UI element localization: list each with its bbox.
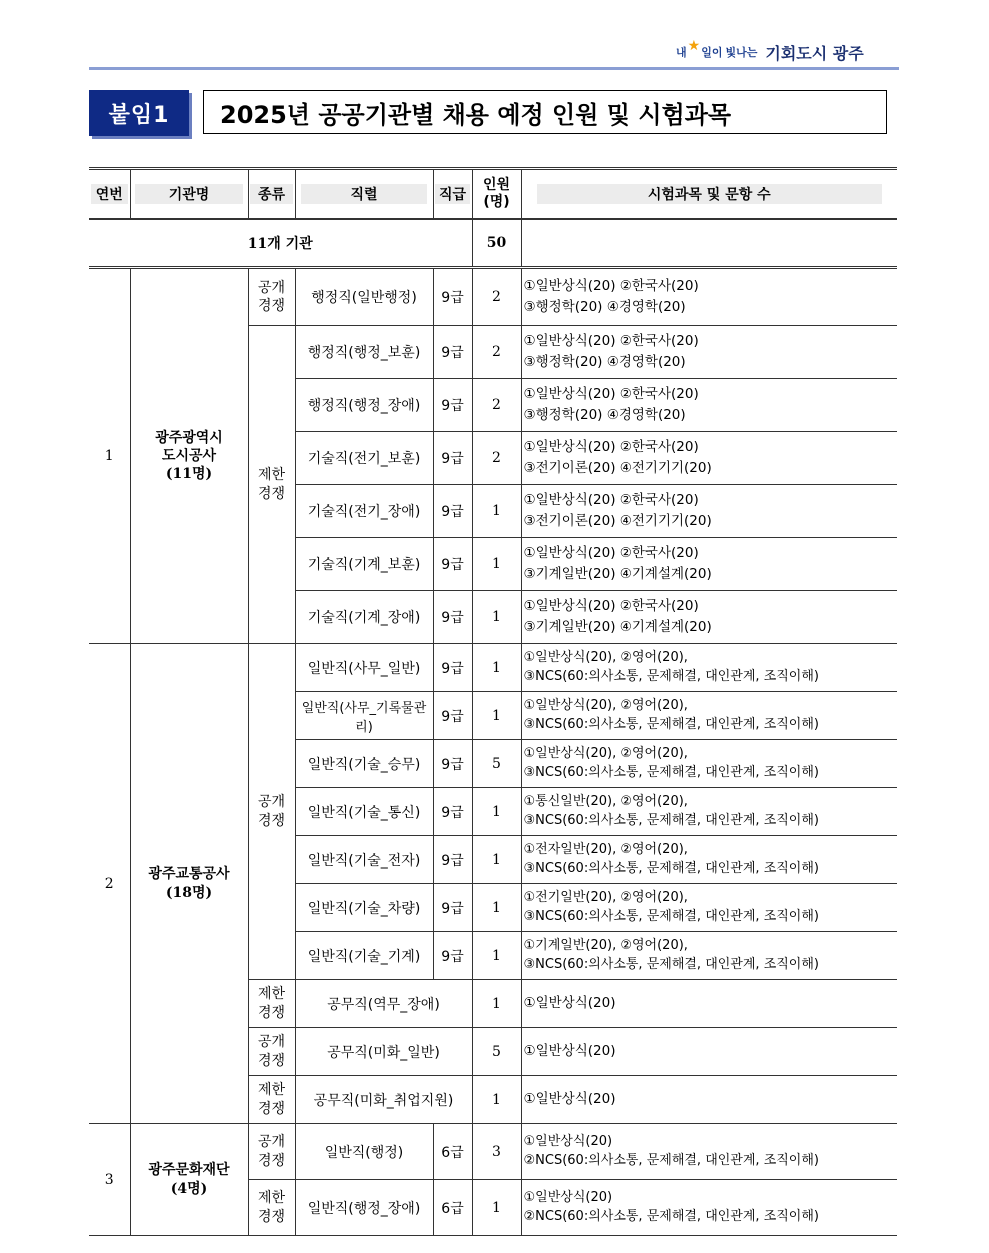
job-title: 기술직(전기_장애) bbox=[295, 485, 433, 538]
job-grade: 9급 bbox=[433, 485, 472, 538]
job-subjects: ①전자일반(20), ②영어(20), ③NCS(60:의사소통, 문제해결, 대인관계, 조직이해) bbox=[521, 836, 897, 884]
table-row bbox=[89, 644, 897, 692]
col-header-grade: 직급 bbox=[433, 169, 472, 220]
job-title: 일반직(기술_승무) bbox=[295, 740, 433, 788]
job-subjects: ①통신일반(20), ②영어(20), ③NCS(60:의사소통, 문제해결, 대인관계, 조직이해) bbox=[521, 788, 897, 836]
job-count: 3 bbox=[472, 1124, 521, 1180]
job-subjects: ①일반상식(20) ②한국사(20) ③전기이론(20) ④전기기기(20) bbox=[521, 432, 897, 485]
col-header-count: 인원 (명) bbox=[472, 169, 521, 220]
job-count: 1 bbox=[472, 932, 521, 980]
job-subjects: ①일반상식(20) ②한국사(20) ③행정학(20) ④경영학(20) bbox=[521, 379, 897, 432]
exam-type: 제한 경쟁 bbox=[248, 326, 295, 644]
job-subjects: ①일반상식(20), ②영어(20), ③NCS(60:의사소통, 문제해결, 대인관계, 조직이해) bbox=[521, 740, 897, 788]
col-header-subjects: 시험과목 및 문항 수 bbox=[521, 169, 897, 220]
job-title: 일반직(행정) bbox=[295, 1124, 433, 1180]
exam-type: 제한 경쟁 bbox=[248, 980, 295, 1028]
job-count: 2 bbox=[472, 326, 521, 379]
job-title: 기술직(기계_장애) bbox=[295, 591, 433, 644]
table-row bbox=[89, 268, 897, 326]
exam-type: 공개 경쟁 bbox=[248, 1028, 295, 1076]
col-header-type: 종류 bbox=[248, 169, 295, 220]
job-subjects: ①기계일반(20), ②영어(20), ③NCS(60:의사소통, 문제해결, 대인관계, 조직이해) bbox=[521, 932, 897, 980]
job-grade: 6급 bbox=[433, 1124, 472, 1180]
exam-type: 제한 경쟁 bbox=[248, 1180, 295, 1236]
job-count: 1 bbox=[472, 591, 521, 644]
job-subjects: ①일반상식(20) ②한국사(20) ③기계일반(20) ④기계설계(20) bbox=[521, 538, 897, 591]
job-grade: 9급 bbox=[433, 932, 472, 980]
job-count: 5 bbox=[472, 740, 521, 788]
job-subjects: ①일반상식(20) bbox=[521, 1028, 897, 1076]
exam-type: 공개 경쟁 bbox=[248, 644, 295, 980]
job-title: 공무직(미화_일반) bbox=[295, 1028, 472, 1076]
job-grade: 9급 bbox=[433, 692, 472, 740]
job-title: 공무직(미화_취업지원) bbox=[295, 1076, 472, 1124]
job-subjects: ①일반상식(20) ②한국사(20) ③행정학(20) ④경영학(20) bbox=[521, 326, 897, 379]
exam-type: 공개 경쟁 bbox=[248, 268, 295, 326]
job-title: 행정직(행정_장애) bbox=[295, 379, 433, 432]
job-grade: 9급 bbox=[433, 836, 472, 884]
total-row bbox=[89, 219, 897, 268]
job-subjects: ①일반상식(20) ②한국사(20) ③전기이론(20) ④전기기기(20) bbox=[521, 485, 897, 538]
job-grade: 9급 bbox=[433, 268, 472, 326]
job-subjects: ①일반상식(20) bbox=[521, 980, 897, 1028]
job-subjects: ①일반상식(20) bbox=[521, 1076, 897, 1124]
total-count: 50 bbox=[472, 219, 521, 268]
job-title: 일반직(기술_차량) bbox=[295, 884, 433, 932]
slogan-pre: 내 bbox=[676, 46, 687, 59]
exam-type: 공개 경쟁 bbox=[248, 1124, 295, 1180]
job-count: 1 bbox=[472, 538, 521, 591]
job-title: 일반직(사무_기록물관리) bbox=[295, 692, 433, 740]
job-grade: 9급 bbox=[433, 591, 472, 644]
job-grade: 9급 bbox=[433, 538, 472, 591]
job-count: 1 bbox=[472, 692, 521, 740]
job-title: 일반직(기술_통신) bbox=[295, 788, 433, 836]
job-title: 기술직(전기_보훈) bbox=[295, 432, 433, 485]
header-divider bbox=[89, 67, 899, 70]
job-grade: 9급 bbox=[433, 326, 472, 379]
org-no: 1 bbox=[89, 268, 130, 644]
job-count: 1 bbox=[472, 1180, 521, 1236]
job-count: 1 bbox=[472, 485, 521, 538]
job-title: 일반직(행정_장애) bbox=[295, 1180, 433, 1236]
job-count: 1 bbox=[472, 836, 521, 884]
job-subjects: ①전기일반(20), ②영어(20), ③NCS(60:의사소통, 문제해결, 대인관계, 조직이해) bbox=[521, 884, 897, 932]
job-count: 2 bbox=[472, 379, 521, 432]
job-title: 행정직(일반행정) bbox=[295, 268, 433, 326]
job-count: 1 bbox=[472, 980, 521, 1028]
city-logo bbox=[676, 40, 886, 64]
org-no: 3 bbox=[89, 1124, 130, 1236]
job-count: 1 bbox=[472, 884, 521, 932]
job-grade: 9급 bbox=[433, 740, 472, 788]
col-header-no: 연번 bbox=[89, 169, 130, 220]
job-count: 1 bbox=[472, 788, 521, 836]
job-count: 1 bbox=[472, 644, 521, 692]
job-subjects: ①일반상식(20) ②NCS(60:의사소통, 문제해결, 대인관계, 조직이해) bbox=[521, 1124, 897, 1180]
job-subjects: ①일반상식(20) ②NCS(60:의사소통, 문제해결, 대인관계, 조직이해) bbox=[521, 1180, 897, 1236]
org-name: 광주광역시 도시공사 (11명) bbox=[130, 268, 248, 644]
job-grade: 9급 bbox=[433, 432, 472, 485]
slogan-mid: 일이 bbox=[701, 46, 723, 59]
job-count: 5 bbox=[472, 1028, 521, 1076]
brand-name: 기회도시 광주 bbox=[765, 43, 864, 63]
job-grade: 9급 bbox=[433, 788, 472, 836]
job-title: 공무직(역무_장애) bbox=[295, 980, 472, 1028]
slogan-post: 빛나는 bbox=[725, 46, 758, 59]
attachment-tag: 붙임1 bbox=[89, 90, 189, 136]
job-count: 2 bbox=[472, 432, 521, 485]
job-grade: 6급 bbox=[433, 1180, 472, 1236]
document-title: 2025년 공공기관별 채용 예정 인원 및 시험과목 bbox=[203, 90, 887, 134]
job-subjects: ①일반상식(20) ②한국사(20) ③기계일반(20) ④기계설계(20) bbox=[521, 591, 897, 644]
table-header-row bbox=[89, 169, 897, 220]
table-row bbox=[89, 1124, 897, 1180]
col-header-job: 직렬 bbox=[295, 169, 433, 220]
org-name: 광주문화재단 (4명) bbox=[130, 1124, 248, 1236]
star-icon: ★ bbox=[687, 38, 701, 54]
job-subjects: ①일반상식(20), ②영어(20), ③NCS(60:의사소통, 문제해결, 대인관계, 조직이해) bbox=[521, 644, 897, 692]
job-subjects: ①일반상식(20), ②영어(20), ③NCS(60:의사소통, 문제해결, 대인관계, 조직이해) bbox=[521, 692, 897, 740]
job-title: 일반직(사무_일반) bbox=[295, 644, 433, 692]
job-title: 행정직(행정_보훈) bbox=[295, 326, 433, 379]
job-title: 기술직(기계_보훈) bbox=[295, 538, 433, 591]
job-count: 1 bbox=[472, 1076, 521, 1124]
exam-type: 제한 경쟁 bbox=[248, 1076, 295, 1124]
job-grade: 9급 bbox=[433, 644, 472, 692]
job-grade: 9급 bbox=[433, 884, 472, 932]
recruitment-table bbox=[89, 167, 897, 1236]
job-subjects: ①일반상식(20) ②한국사(20) ③행정학(20) ④경영학(20) bbox=[521, 268, 897, 326]
org-name: 광주교통공사 (18명) bbox=[130, 644, 248, 1124]
org-no: 2 bbox=[89, 644, 130, 1124]
total-label: 11개 기관 bbox=[89, 219, 472, 268]
job-title: 일반직(기술_기계) bbox=[295, 932, 433, 980]
job-count: 2 bbox=[472, 268, 521, 326]
col-header-org: 기관명 bbox=[130, 169, 248, 220]
job-grade: 9급 bbox=[433, 379, 472, 432]
job-title: 일반직(기술_전자) bbox=[295, 836, 433, 884]
